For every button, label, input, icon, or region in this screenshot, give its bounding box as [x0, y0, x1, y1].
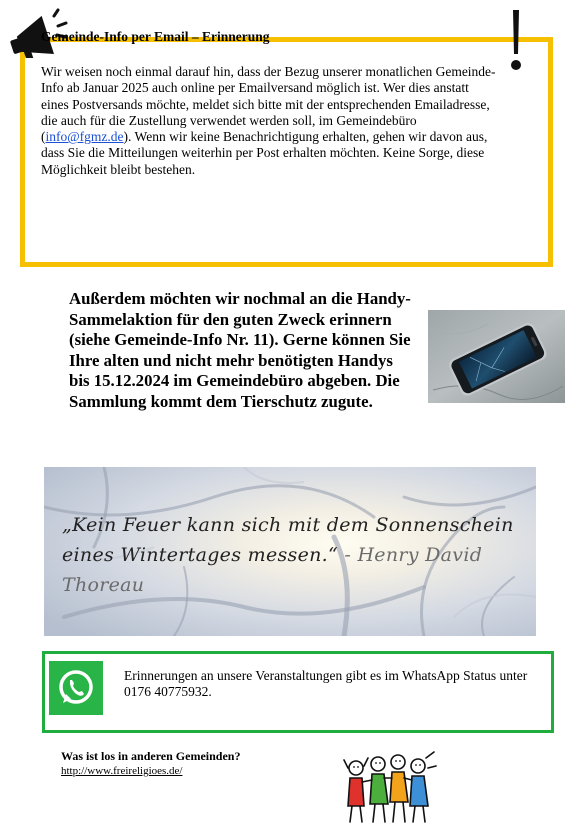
handy-collection-text: Außerdem möchten wir nochmal an die Handy-Sammelaktion für den guten Zweck erinnern (siehe Gemeinde-Info Nr. 11). Gerne können Sie Ihre alten und nicht mehr benötigten Handys bis 15.12.2024 im Gemeindebüro abgeben. Die Sammlung kommt dem Tierschutz zugute.: [69, 289, 411, 411]
smartphone-photo: [428, 310, 565, 403]
quote-dash: -: [338, 544, 358, 566]
other-communities-heading: Was ist los in anderen Gemeinden?: [61, 749, 241, 763]
quote-author: Henry David Thoreau: [62, 544, 483, 596]
quote-body: „Kein Feuer kann sich mit dem Sonnenschein eines Wintertages messen.“: [62, 514, 514, 566]
people-group-illustration: [338, 748, 438, 826]
notice-body-text-end: ). Wenn wir keine Benachrichtigung erhalten, gehen wir davon aus, dass Sie die Mitteilungen weiterhin per Post erhalten möchten. Keine Sorge, diese Möglichkeit bleibt bestehen.: [41, 129, 488, 177]
freireligioes-link[interactable]: http://www.freireligioes.de/: [61, 765, 183, 777]
quote-text: [62, 510, 532, 600]
exclamation-icon: [506, 8, 526, 72]
email-link[interactable]: info@fgmz.de: [45, 129, 124, 145]
notice-body-text: Wir weisen noch einmal darauf hin, dass der Bezug unserer monatlichen Gemeinde-Info ab Januar 2025 auch online per Emailversand möglich ist. Wer dies anstatt eines Postversands möchte, meldet sich bitte mit der entsprechenden Emailadresse, die auch für die Zustellung verwendet werden soll, im Gemeindebüro (: [41, 64, 496, 145]
notice-body: [41, 64, 496, 178]
whatsapp-text: Erinnerungen an unsere Veranstaltungen gibt es im WhatsApp Status unter 0176 40775932.: [124, 668, 528, 700]
whatsapp-icon: [49, 661, 103, 715]
notice-title: Gemeinde-Info per Email – Erinnerung: [41, 29, 270, 44]
